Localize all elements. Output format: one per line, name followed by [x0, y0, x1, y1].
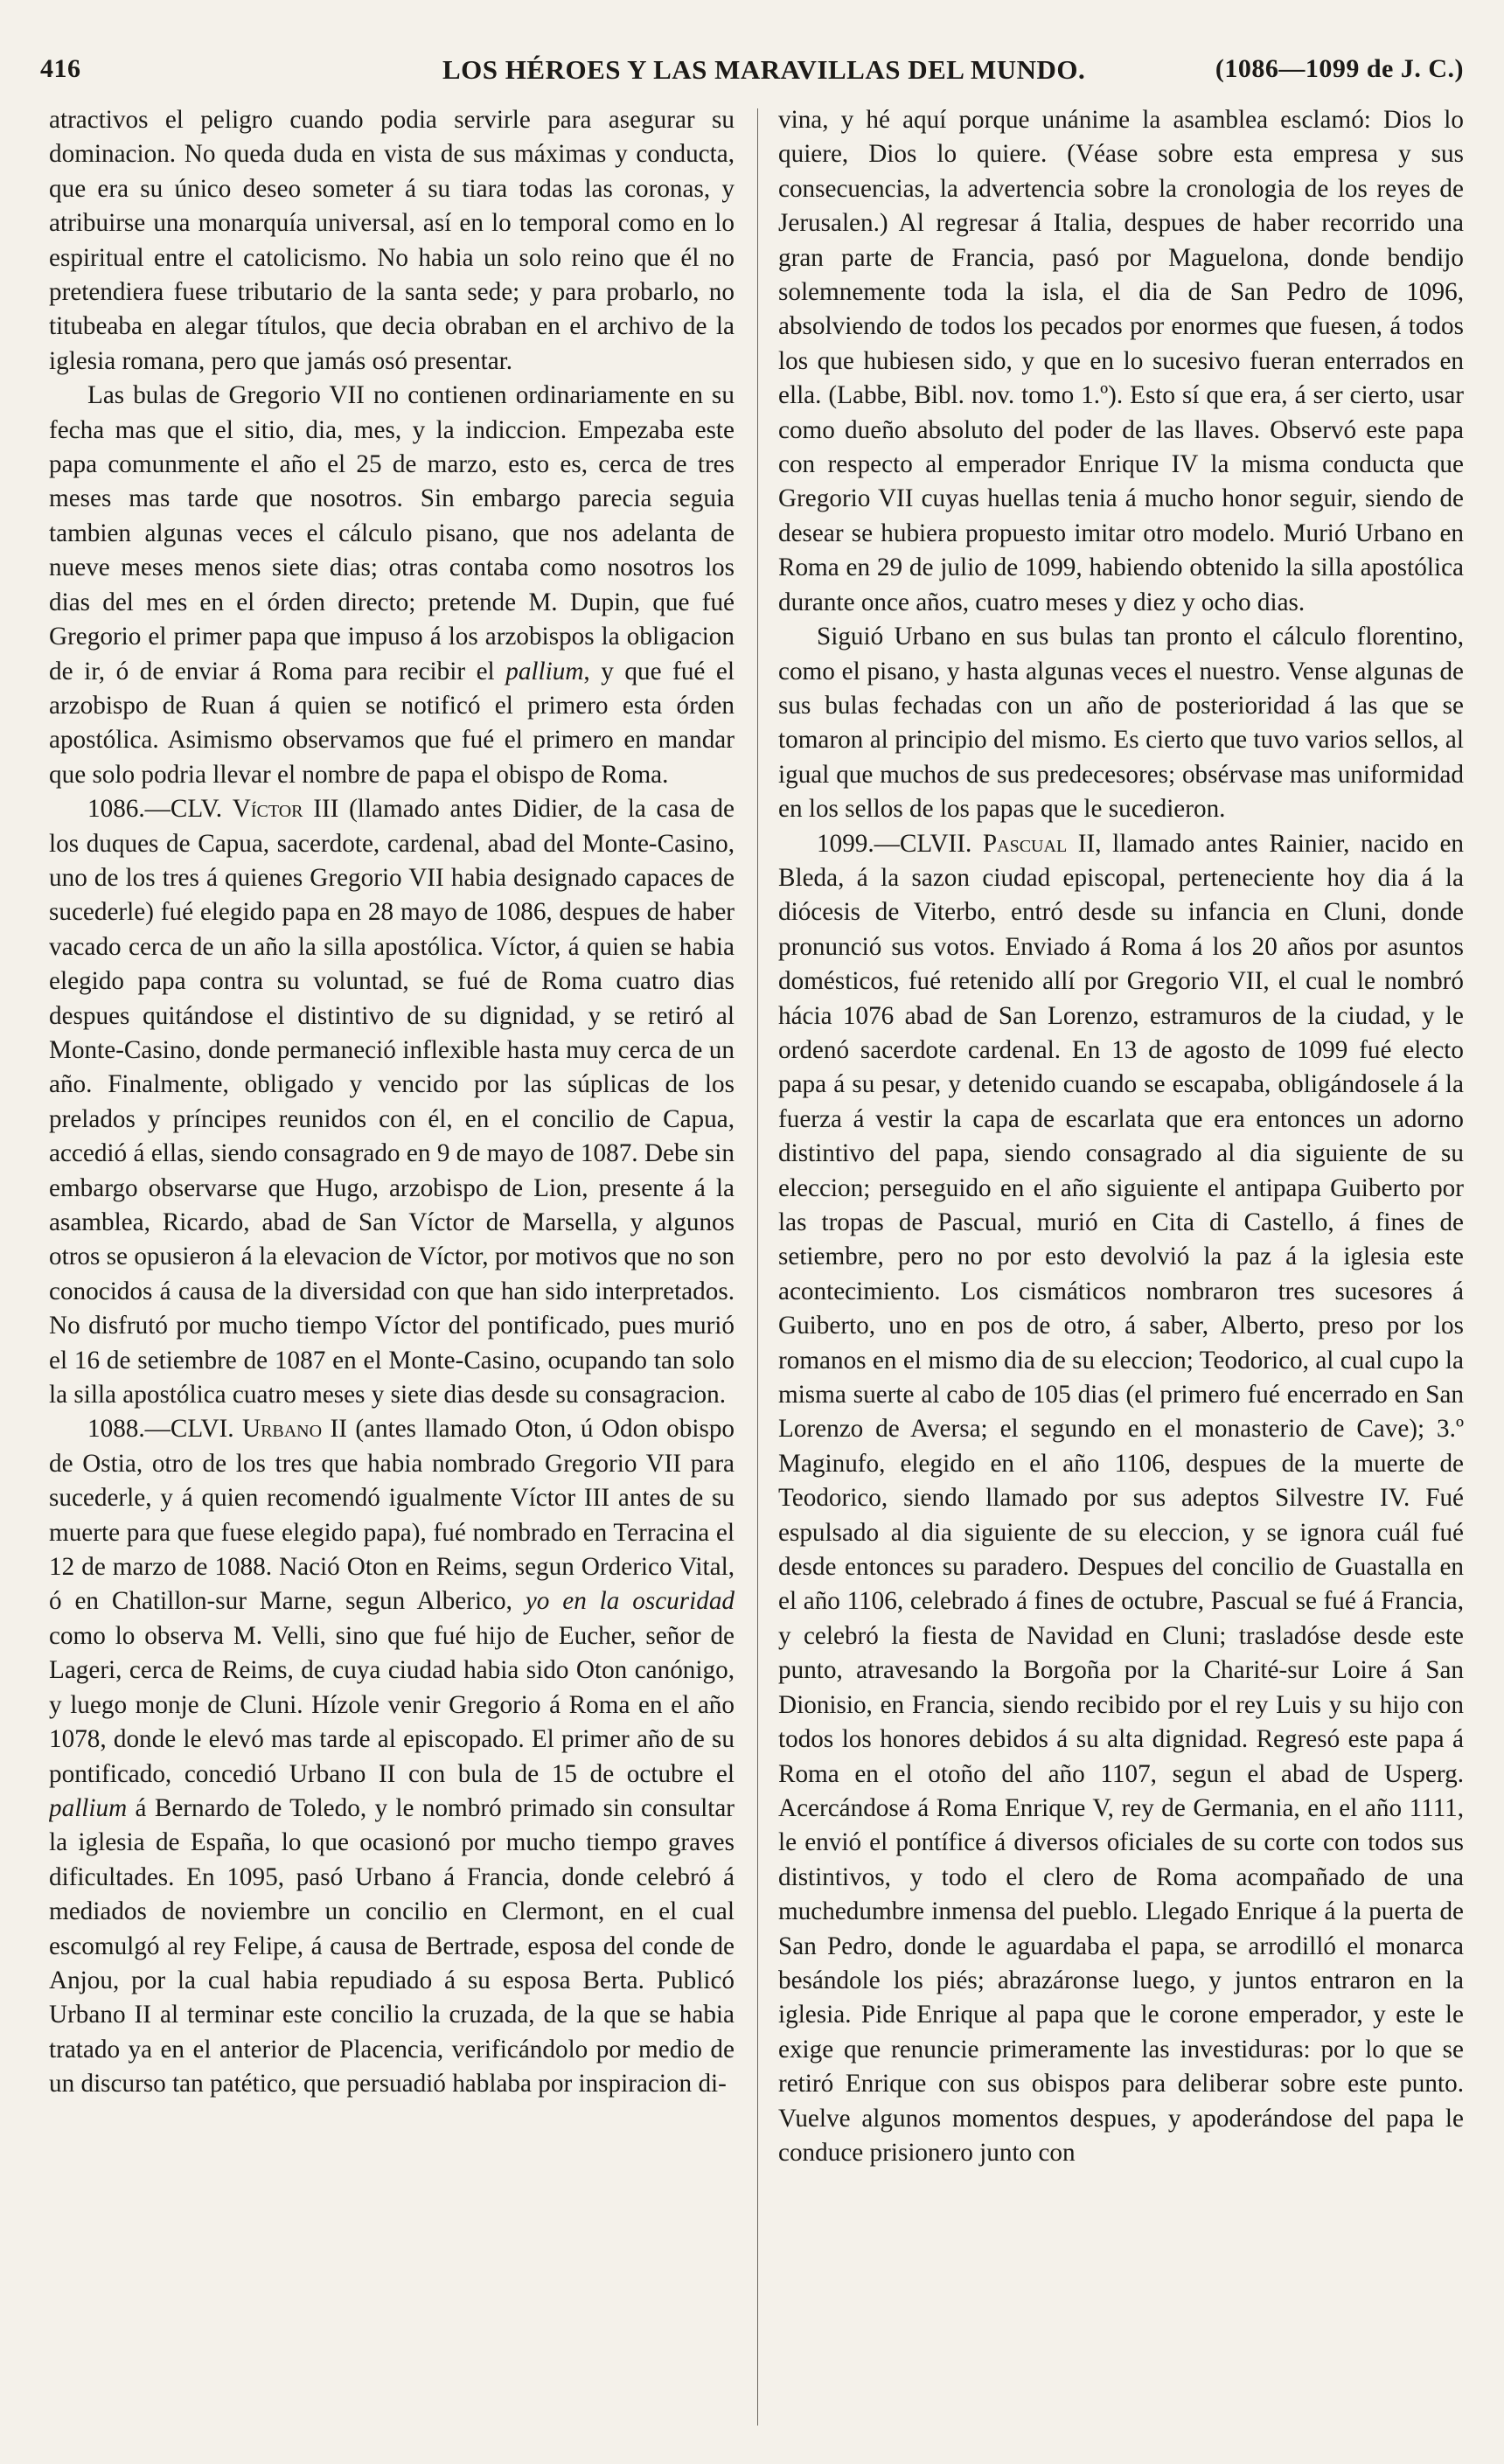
- entry-text: como lo observa M. Velli, sino que fué hijo de Eucher, señor de Lageri, cerca de Reims, de cuya ciudad habia sido Oton canónigo, y luego monje de Cluni. Hízole venir Gregorio á Roma en el año 1078, donde le elevó mas tarde al episcopado. El primer año de su pontificado, concedió Urbano II con bula de 15 de octubre el: [49, 1621, 735, 1788]
- pope-entry-urbano-ii: [49, 1412, 735, 2101]
- entry-number: 1099.—CLVII.: [817, 829, 972, 858]
- text-run: , y que fué el arzobispo de Ruan á quien se notificó el primero esta órden apostólica. Asimismo observamos que fué el primero en mandar que solo podria llevar el nombre de papa el obispo de Roma.: [49, 657, 735, 789]
- entry-number: 1088.—CLVI.: [87, 1415, 234, 1444]
- pope-name: Urbano: [241, 1415, 323, 1444]
- italic-phrase: yo en la oscuridad: [525, 1587, 735, 1616]
- paragraph: vina, y hé aquí porque unánime la asamblea esclamó: Dios lo quiere, Dios lo quiere. (Véase sobre esta empresa y sus consecuencias, la advertencia sobre la cronologia de los reyes de Jerusalen.) Al regresar á Italia, despues de haber recorrido una gran parte de Francia, pasó por Maguelona, donde bendijo solemnemente toda la isla, el dia de San Pedro de 1096, absolviendo de todos los pecados por enormes que fuesen, á todos los que hubiesen sido, y que en lo sucesivo fueran enterrados en ella. (Labbe, Bibl. nov. tomo 1.º). Esto sí que era, á ser cierto, usar como dueño absoluto del poder de las llaves. Observó este papa con respecto al emperador Enrique IV la misma conducta que Gregorio VII cuyas huellas tenia á mucho honor seguir, siendo de desear se hubiera propuesto imitar otro modelo. Murió Urbano en Roma en 29 de julio de 1099, habiendo obtenido la silla apostólica durante once años, cuatro meses y diez y ocho dias.: [778, 106, 1464, 616]
- right-column: [778, 103, 1464, 2429]
- paragraph: [49, 379, 735, 792]
- pope-entry-victor-iii: [49, 792, 735, 1412]
- entry-text: III (llamado antes Didier, de la casa de los duques de Capua, sacerdote, cardenal, abad del Monte-Casino, uno de los tres á quienes Gregorio VII habia designado capaces de sucederle) fué elegido papa en 28 mayo de 1086, despues de haber vacado cerca de un año la silla apostólica. Víctor, á quien se habia elegido papa contra su voluntad, se fué de Roma cuatro dias despues quitándose el distintivo de su dignidad, y se retiró al Monte-Casino, donde permaneció inflexible hasta muy cerca de un año. Finalmente, obligado y vencido por las súplicas de los prelados y príncipes reunidos con él, en el concilio de Capua, accedió á ellas, siendo consagrado en 9 de mayo de 1087. Debe sin embargo observarse que Hugo, arzobispo de Lion, presente á la asamblea, Ricardo, abad de San Víctor de Marsella, y algunos otros se opusieron á la elevacion de Víctor, por motivos que no son conocidos á causa de la diversidad con que han sido interpretados. No disfrutó por mucho tiempo Víctor del pontificado, pues murió el 16 de setiembre de 1087 en el Monte-Casino, ocupando tan solo la silla apostólica cuatro meses y siete dias desde su consagracion.: [49, 795, 735, 1409]
- left-column: [49, 103, 735, 2429]
- entry-text: II, llamado antes Rainier, nacido en Bleda, á la sazon ciudad episcopal, perteneciente hoy dia á la diócesis de Viterbo, entró desde su infancia en Cluni, donde pronunció sus votos. Enviado á Roma á los 20 años por asuntos domésticos, fué retenido allí por Gregorio VII, el cual le nombró hácia 1076 abad de San Lorenzo, estramuros de la ciudad, y le ordenó sacerdote cardenal. En 13 de agosto de 1099 fué electo papa á su pesar, y detenido cuando se escapaba, obligándosele á la fuerza á vestir la capa de escarlata que era entonces un adorno distintivo del papa, siendo consagrado al dia siguiente de su eleccion; perseguido en el año siguiente el antipapa Guiberto por las tropas de Pascual, murió en Cita di Castello, á fines de setiembre, pero no por esto devolvió la paz á la iglesia este acontecimiento. Los cismáticos nombraron tres sucesores á Guiberto, uno en pos de otro, á saber, Alberto, preso por los romanos en el mismo dia de su eleccion; Teodorico, al cual cupo la misma suerte al cabo de 105 dias (el primero fué encerrado en San Lorenzo de Aversa; el segundo en el monasterio de Cave); 3.º Maginufo, elegido en el año 1106, despues de la muerte de Teodorico, siendo llamado por sus adeptos Silvestre IV. Fué espulsado al dia siguiente de su eleccion, y se ignora cuál fué desde entonces su paradero. Despues del concilio de Guastalla en el año 1106, celebrado á fines de octubre, Pascual se fué á Francia, y celebró la fiesta de Navidad en Cluni; trasladóse desde este punto, atravesando la Borgoña por la Charité-sur Loire á San Dionisio, en Francia, siendo recibido por el rey Luis y su hijo con todos los honores debidos á su alta dignidad. Regresó este papa á Roma en el otoño del año 1107, segun el abad de Usperg. Acercándose á Roma Enrique V, rey de Germania, en el año 1111, le envió el pontífice á diversos oficiales de su corte con todos sus distintivos, y todo el clero de Roma acompañado de una muchedumbre inmensa del pueblo. Llegado Enrique á la puerta de San Pedro, donde le aguardaba el papa, se arrodilló el monarca besándole los piés; abrazáronse luego, y juntos entraron en la iglesia. Pide Enrique al papa que le corone emperador, y este le exige que renuncie primeramente las investiduras: por lo que se retiró Enrique con sus obispos para deliberar sobre este punto. Vuelve algunos momentos despues, y apoderándose del papa le conduce prisionero junto con: [778, 829, 1464, 2167]
- pope-entry-pascual-ii: [778, 827, 1464, 2171]
- running-title: LOS HÉROES Y LAS MARAVILLAS DEL MUNDO.: [442, 54, 1086, 85]
- date-range: (1086—1099 de J. C.): [1215, 54, 1464, 83]
- pope-name: Víctor: [232, 795, 303, 824]
- text-run: Las bulas de Gregorio VII no contienen ordinariamente en su fecha mas que el sitio, dia, mes, y la indiccion. Empezaba este papa comunmente el año el 25 de marzo, esto es, cerca de tres meses mas tarde que nosotros. Sin embargo parecia seguia tambien algunas veces el cálculo pisano, que nos adelanta de nueve meses menos siete dias; otras contaba como nosotros los dias del mes en el órden directo; pretende M. Dupin, que fué Gregorio el primer papa que impuso á los arzobispos la obligacion de ir, ó de enviar á Roma para recibir el: [49, 381, 735, 686]
- entry-text: á Bernardo de Toledo, y le nombró primado sin consultar la iglesia de España, lo que ocasionó por mucho tiempo graves dificultades. En 1095, pasó Urbano á Francia, donde celebró á mediados de noviembre un concilio en Clermont, en el cual escomulgó al rey Felipe, á causa de Bertrade, esposa del conde de Anjou, por la cual habia repudiado á su esposa Berta. Publicó Urbano II al terminar este concilio la cruzada, de la que se habia tratado ya en el anterior de Placencia, verificándolo por medio de un discurso tan patético, que persuadió hablaba por inspiracion di-: [49, 1793, 735, 2099]
- page-number: 416: [40, 54, 81, 83]
- pope-name: Pascual: [982, 829, 1068, 858]
- italic-term: pallium: [505, 657, 584, 686]
- running-head: [40, 54, 1464, 100]
- paragraph: Siguió Urbano en sus bulas tan pronto el cálculo florentino, como el pisano, y hasta algunas veces el nuestro. Vense algunas de sus bulas fechadas con un año de posterioridad á las que se tomaron al principio del mismo. Es cierto que tuvo varios sellos, al igual que muchos de sus predecesores; obsérvase mas uniformidad en los sellos de los papas que le sucedieron.: [778, 623, 1464, 824]
- paragraph: atractivos el peligro cuando podia servirle para asegurar su dominacion. No queda duda en vista de sus máximas y conducta, que era su único deseo someter á su tiara todas las coronas, y atribuirse una monarquía universal, así en lo temporal como en lo espiritual entre el catolicismo. No habia un solo reino que él no pretendiera fuese tributario de la santa sede; y para probarlo, no titubeaba en alegar títulos, que decia obraban en el archivo de la iglesia romana, pero que jamás osó presentar.: [49, 106, 735, 375]
- column-divider: [757, 108, 758, 2426]
- italic-term: pallium: [49, 1793, 128, 1822]
- entry-text: II (antes llamado Oton, ú Odon obispo de Ostia, otro de los tres que habia nombrado Gregorio VII para sucederle, y á quien recomendó igualmente Víctor III antes de su muerte para que fuese elegido papa), fué nombrado en Terracina el 12 de marzo de 1088. Nació Oton en Reims, segun Orderico Vital, ó en Chatillon-sur Marne, segun Alberico,: [49, 1415, 735, 1616]
- entry-number: 1086.—CLV.: [87, 795, 223, 824]
